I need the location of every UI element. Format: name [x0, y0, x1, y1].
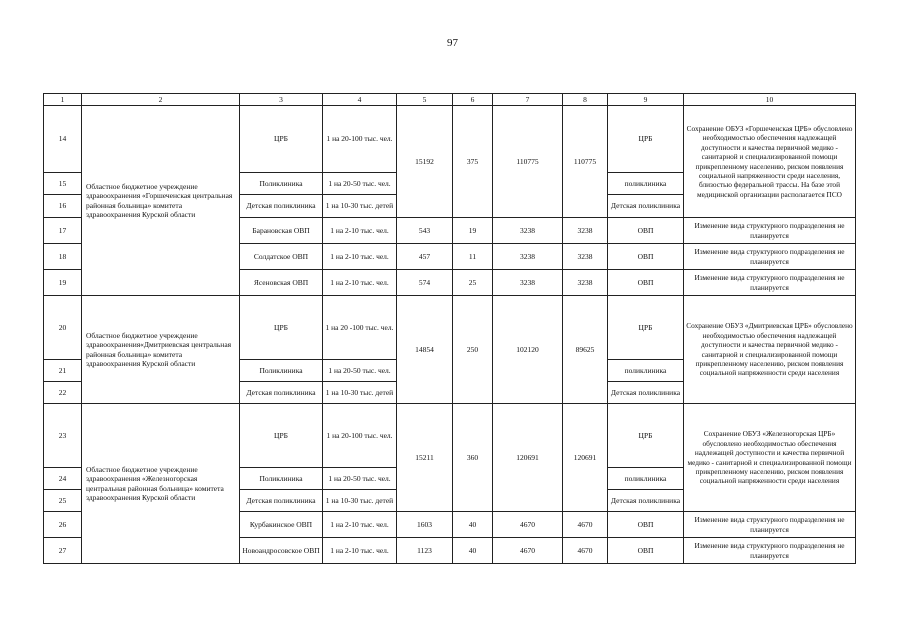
- unit-type: ЦРБ: [608, 106, 684, 173]
- row-number: 19: [44, 270, 82, 296]
- col8-value: 3238: [563, 270, 608, 296]
- norm: 1 на 2-10 тыс. чел.: [323, 244, 397, 270]
- col5-value: 15192: [397, 106, 453, 218]
- row-number: 14: [44, 106, 82, 173]
- row-number: 23: [44, 404, 82, 468]
- unit-name: Ясеновская ОВП: [240, 270, 323, 296]
- col6-value: 40: [453, 538, 493, 564]
- unit-type: ОВП: [608, 512, 684, 538]
- col6-value: 25: [453, 270, 493, 296]
- column-header-1: 1: [44, 94, 82, 106]
- row-number: 26: [44, 512, 82, 538]
- norm: 1 на 10-30 тыс. детей: [323, 490, 397, 512]
- justification-note: Изменение вида структурного подразделения не планируется: [684, 538, 856, 564]
- unit-type: поликлиника: [608, 173, 684, 195]
- unit-name: ЦРБ: [240, 404, 323, 468]
- col8-value: 4670: [563, 512, 608, 538]
- row-number: 15: [44, 173, 82, 195]
- col6-value: 11: [453, 244, 493, 270]
- unit-type: Детская поликлиника: [608, 195, 684, 218]
- table-row: [44, 106, 856, 173]
- unit-type: ОВП: [608, 218, 684, 244]
- unit-name: ЦРБ: [240, 106, 323, 173]
- norm: 1 на 20 -100 тыс. чел.: [323, 296, 397, 360]
- col7-value: 3238: [493, 270, 563, 296]
- unit-name: Поликлиника: [240, 468, 323, 490]
- row-number: 20: [44, 296, 82, 360]
- norm: 1 на 20-100 тыс. чел.: [323, 404, 397, 468]
- norm: 1 на 10-30 тыс. детей: [323, 195, 397, 218]
- justification-note: Изменение вида структурного подразделения не планируется: [684, 244, 856, 270]
- unit-name: Поликлиника: [240, 173, 323, 195]
- norm: 1 на 20-100 тыс. чел.: [323, 106, 397, 173]
- col6-value: 19: [453, 218, 493, 244]
- unit-name: Детская поликлиника: [240, 195, 323, 218]
- header-row: [44, 94, 856, 106]
- col8-value: 4670: [563, 538, 608, 564]
- unit-name: Барановская ОВП: [240, 218, 323, 244]
- unit-name: Курбакинское ОВП: [240, 512, 323, 538]
- justification-note: Сохранение ОБУЗ «Дмитриевская ЦРБ» обусловлено необходимостью обеспечения надлежащей доступности и качества первичной медико - санитарной и специализированной помощи прикрепленному населению, риском появления социальной напряженности среди населения: [684, 296, 856, 404]
- organization-name: Областное бюджетное учреждение здравоохранения «Горшеченская центральная районная больница» комитета здравоохранения Курской области: [82, 106, 240, 296]
- unit-name: Детская поликлиника: [240, 382, 323, 404]
- col5-value: 1123: [397, 538, 453, 564]
- norm: 1 на 20-50 тыс. чел.: [323, 360, 397, 382]
- column-header-7: 7: [493, 94, 563, 106]
- row-number: 18: [44, 244, 82, 270]
- norm: 1 на 20-50 тыс. чел.: [323, 173, 397, 195]
- column-header-5: 5: [397, 94, 453, 106]
- norm: 1 на 2-10 тыс. чел.: [323, 538, 397, 564]
- justification-note: Изменение вида структурного подразделения не планируется: [684, 270, 856, 296]
- row-number: 24: [44, 468, 82, 490]
- norm: 1 на 2-10 тыс. чел.: [323, 512, 397, 538]
- column-header-10: 10: [684, 94, 856, 106]
- column-header-9: 9: [608, 94, 684, 106]
- unit-name: ЦРБ: [240, 296, 323, 360]
- col5-value: 1603: [397, 512, 453, 538]
- unit-type: ОВП: [608, 244, 684, 270]
- col6-value: 40: [453, 512, 493, 538]
- facilities-table: [43, 93, 856, 564]
- unit-type: ЦРБ: [608, 404, 684, 468]
- unit-type: Детская поликлиника: [608, 382, 684, 404]
- column-header-3: 3: [240, 94, 323, 106]
- col7-value: 110775: [493, 106, 563, 218]
- organization-name: Областное бюджетное учреждение здравоохранения«Дмитриевская центральная районная больница» комитета здравоохранения Курской области: [82, 296, 240, 404]
- justification-note: Сохранение ОБУЗ «Горшеченская ЦРБ» обусловлено необходимостью обеспечения надлежащей доступности и качества первичной медико - санитарной и специализированной помощи прикрепленному населению, риском появления социальной напряженности среди населения, близостью федеральной трассы. На базе этой медицинской организации располагается ПСО: [684, 106, 856, 218]
- unit-type: ОВП: [608, 270, 684, 296]
- row-number: 17: [44, 218, 82, 244]
- justification-note: Сохранение ОБУЗ «Железногорская ЦРБ» обусловлено необходимостью обеспечения надлежащей доступности и качества первичной медико - санитарной и специализированной помощи прикрепленному населению, риском появления социальной напряженности среди населения: [684, 404, 856, 512]
- norm: 1 на 2-10 тыс. чел.: [323, 218, 397, 244]
- col8-value: 110775: [563, 106, 608, 218]
- col8-value: 3238: [563, 244, 608, 270]
- norm: 1 на 2-10 тыс. чел.: [323, 270, 397, 296]
- col5-value: 574: [397, 270, 453, 296]
- col8-value: 89625: [563, 296, 608, 404]
- col5-value: 457: [397, 244, 453, 270]
- column-header-2: 2: [82, 94, 240, 106]
- col5-value: 14854: [397, 296, 453, 404]
- unit-type: ЦРБ: [608, 296, 684, 360]
- unit-name: Детская поликлиника: [240, 490, 323, 512]
- col5-value: 15211: [397, 404, 453, 512]
- col8-value: 3238: [563, 218, 608, 244]
- row-number: 27: [44, 538, 82, 564]
- norm: 1 на 20-50 тыс. чел.: [323, 468, 397, 490]
- unit-type: поликлиника: [608, 360, 684, 382]
- page-number: 97: [447, 37, 458, 49]
- unit-name: Поликлиника: [240, 360, 323, 382]
- table-row: [44, 404, 856, 468]
- column-header-6: 6: [453, 94, 493, 106]
- column-header-4: 4: [323, 94, 397, 106]
- row-number: 21: [44, 360, 82, 382]
- col7-value: 3238: [493, 218, 563, 244]
- col7-value: 3238: [493, 244, 563, 270]
- unit-type: поликлиника: [608, 468, 684, 490]
- norm: 1 на 10-30 тыс. детей: [323, 382, 397, 404]
- col7-value: 120691: [493, 404, 563, 512]
- col5-value: 543: [397, 218, 453, 244]
- col8-value: 120691: [563, 404, 608, 512]
- unit-type: Детская поликлиника: [608, 490, 684, 512]
- unit-name: Новоандросовское ОВП: [240, 538, 323, 564]
- unit-type: ОВП: [608, 538, 684, 564]
- col7-value: 102120: [493, 296, 563, 404]
- justification-note: Изменение вида структурного подразделения не планируется: [684, 512, 856, 538]
- table-body: [44, 94, 856, 564]
- col6-value: 375: [453, 106, 493, 218]
- column-header-8: 8: [563, 94, 608, 106]
- row-number: 16: [44, 195, 82, 218]
- unit-name: Солдатское ОВП: [240, 244, 323, 270]
- col6-value: 250: [453, 296, 493, 404]
- row-number: 22: [44, 382, 82, 404]
- col7-value: 4670: [493, 538, 563, 564]
- organization-name: Областное бюджетное учреждение здравоохранения «Железногорская центральная районная больница» комитета здравоохранения Курской области: [82, 404, 240, 564]
- table-row: [44, 296, 856, 360]
- col6-value: 360: [453, 404, 493, 512]
- col7-value: 4670: [493, 512, 563, 538]
- row-number: 25: [44, 490, 82, 512]
- justification-note: Изменение вида структурного подразделения не планируется: [684, 218, 856, 244]
